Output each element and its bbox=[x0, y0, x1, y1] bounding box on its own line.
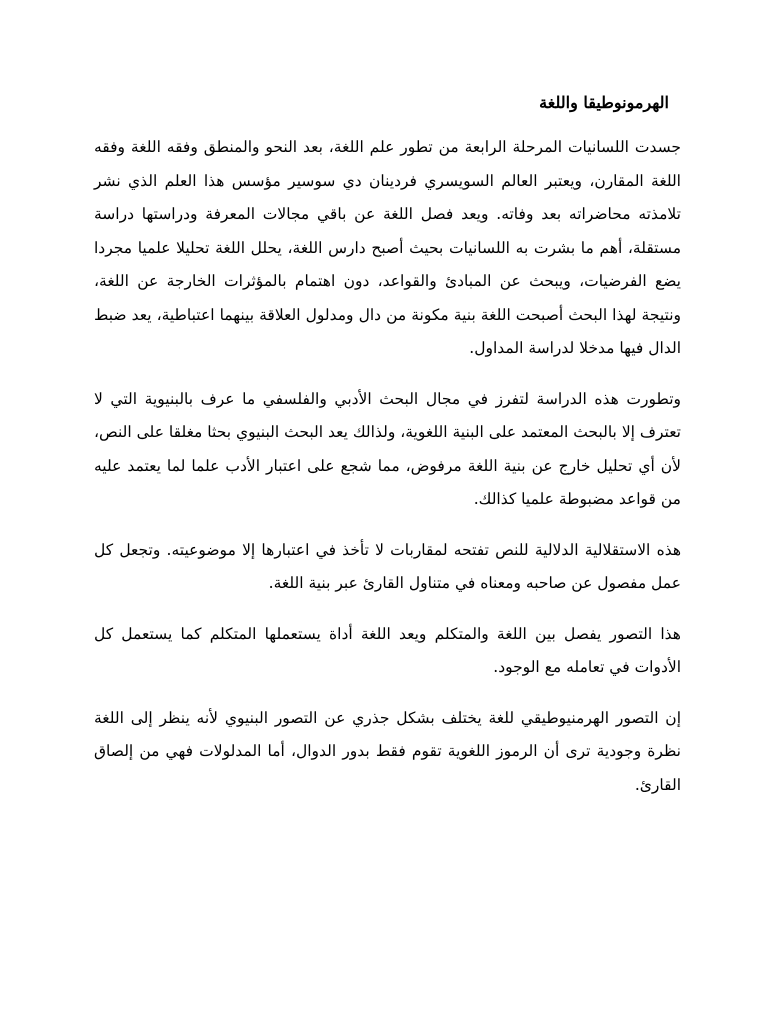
paragraph-3: هذه الاستقلالية الدلالية للنص تفتحه لمقاربات لا تأخذ في اعتبارها إلا موضوعيته. وتجعل كل عمل مفصول عن صاحبه ومعناه في متناول القارئ عبر بنية اللغة. bbox=[94, 540, 681, 592]
document-title: الهرمونوطيقا واللغة bbox=[539, 93, 669, 112]
paragraph-2: وتطورت هذه الدراسة لتفرز في مجال البحث الأدبي والفلسفي ما عرف بالبنيوية التي لا تعترف إلا بالبحث المعتمد على البنية اللغوية، ولذالك يعد البحث البنيوي بحثا مغلقا على النص، لأن أي تحليل خارج عن بنية اللغة مرفوض، مما شجع على اعتبار الأدب علما لما يعتمد عليه من قواعد مضبوطة علميا كذالك. bbox=[94, 389, 681, 508]
paragraph-5: إن التصور الهرمنيوطيقي للغة يختلف بشكل جذري عن التصور البنيوي لأنه ينظر إلى اللغة نظرة وجودية ترى أن الرموز اللغوية تقوم فقط بدور الدوال، أما المدلولات فهي من إلصاق القارئ. bbox=[94, 708, 681, 794]
document-body bbox=[94, 88, 681, 819]
paragraph-1: جسدت اللسانيات المرحلة الرابعة من تطور علم اللغة، بعد النحو والمنطق وفقه اللغة وفقه اللغة المقارن، ويعتبر العالم السويسري فردينان دي سوسير مؤسس هذا العلم الذي نشر تلامذته محاضراته بعد وفاته. ويعد فصل اللغة عن باقي مجالات المعرفة ودراستها دراسة مستقلة، أهم ما بشرت به اللسانيات بحيث أصبح دارس اللغة، يحلل اللغة تحليلا علميا مجردا يضع الفرضيات، ويبحث عن المبادئ والقواعد، دون اهتمام بالمؤثرات الخارجة عن اللغة، ونتيجة لهذا البحث أصبحت اللغة بنية مكونة من دال ومدلول العلاقة بينهما اعتباطية، يعد ضبط الدال فيها مدخلا لدراسة المداول. bbox=[94, 138, 681, 357]
paragraph-4: هذا التصور يفصل بين اللغة والمتكلم ويعد اللغة أداة يستعملها المتكلم كما يستعمل كل الأدوات في تعامله مع الوجود. bbox=[94, 624, 681, 676]
